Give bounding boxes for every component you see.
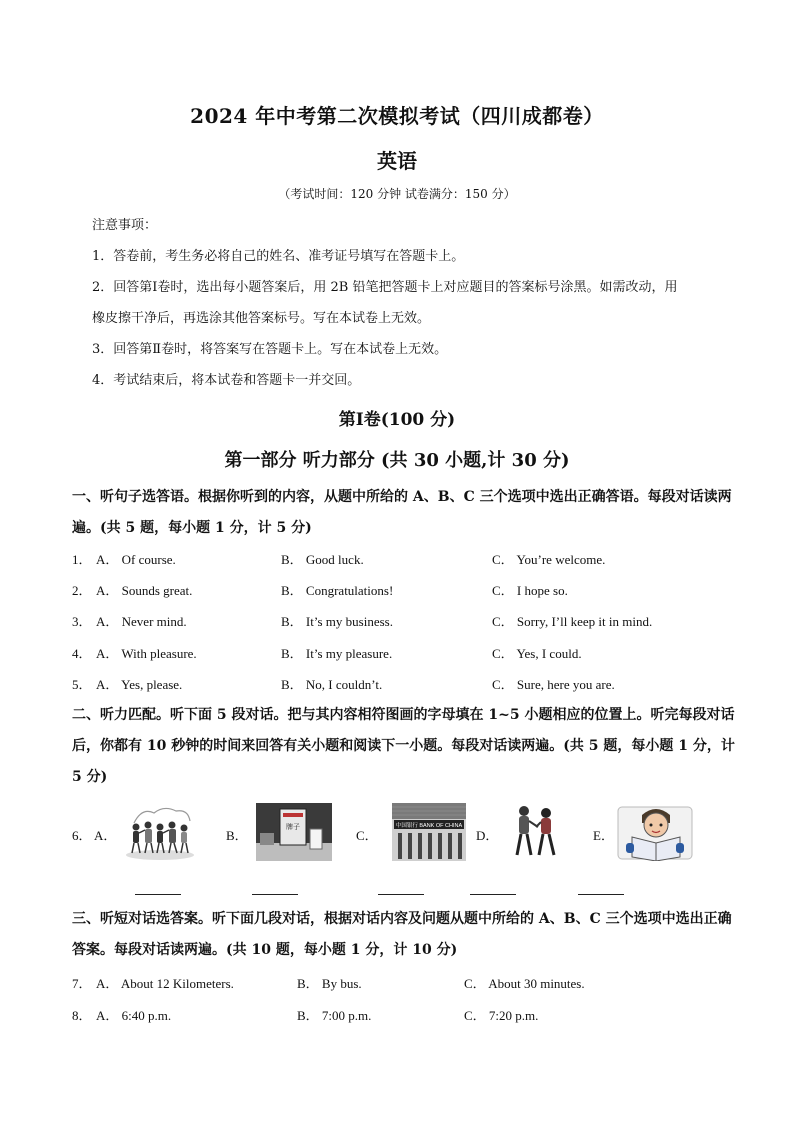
option-a: A． Sounds great. bbox=[96, 583, 193, 598]
answer-blank[interactable] bbox=[135, 893, 181, 895]
exam-title: 2024 年中考第二次模拟考试（四川成都卷） bbox=[190, 104, 604, 128]
section3-instructions: 三、听短对话选答案。听下面几段对话，根据对话内容及问题从题中所给的 A、B、C 三个选项中选出正确答案。每段对话读两遍。(共 10 题，每小题 1 分，计 10 分) bbox=[72, 911, 732, 958]
note-item: 3．回答第Ⅱ卷时，将答案写在答题卡上。写在本试卷上无效。 bbox=[92, 342, 448, 357]
option-c: C． Yes, I could. bbox=[492, 646, 582, 661]
section2-instructions: 二、听力匹配。听下面 5 段对话。把与其内容相符图画的字母填在 1~5 小题相应的位置上。听完每段对话后，你都有 10 秒钟的时间来回答有关小题和阅读下一小题。每段对话读两遍。(共 5 题，每小题 1 分，计 5 分) bbox=[72, 707, 735, 785]
option-c: C． 7:20 p.m. bbox=[464, 1008, 539, 1023]
option-c: C． I hope so. bbox=[492, 583, 568, 598]
question-number: 3． bbox=[72, 614, 92, 629]
book-cover-text: 牌子 bbox=[286, 824, 300, 831]
option-b: B． It’s my pleasure. bbox=[281, 646, 393, 661]
answer-blank[interactable] bbox=[252, 893, 298, 895]
question-row bbox=[72, 611, 752, 633]
picture-a-people-dancing bbox=[124, 803, 196, 861]
note-item: 2．回答第Ⅰ卷时，选出每小题答案后，用 2B 铅笔把答题卡上对应题目的答案标号涂黑。如需改动，用 bbox=[92, 280, 678, 295]
note-item-continued: 橡皮擦干净后，再选涂其他答案标号。写在本试卷上无效。 bbox=[92, 311, 431, 326]
question-row bbox=[72, 643, 752, 665]
option-a: A． Of course. bbox=[96, 552, 176, 567]
volume-title: 第Ⅰ卷(100 分) bbox=[338, 410, 456, 430]
option-a: A． About 12 Kilometers. bbox=[96, 976, 234, 991]
picture-b-label: B． bbox=[226, 828, 248, 843]
option-b: B． By bus. bbox=[297, 976, 362, 991]
bank-sign-text: 中国银行 BANK OF CHINA bbox=[395, 823, 463, 829]
option-b: B． Congratulations! bbox=[281, 583, 394, 598]
option-c: C． About 30 minutes. bbox=[464, 976, 585, 991]
answer-blank[interactable] bbox=[378, 893, 424, 895]
option-b: B． It’s my business. bbox=[281, 614, 393, 629]
picture-d-two-people-walking bbox=[504, 803, 566, 861]
question-number: 8． bbox=[72, 1008, 92, 1023]
question-number: 4． bbox=[72, 646, 92, 661]
picture-b-book-and-milk bbox=[256, 803, 332, 861]
option-c: C． Sure, here you are. bbox=[492, 677, 615, 692]
option-a: A． Yes, please. bbox=[96, 677, 183, 692]
option-c: C． Sorry, I’ll keep it in mind. bbox=[492, 614, 653, 629]
note-item: 4．考试结束后，将本试卷和答题卡一并交回。 bbox=[92, 373, 361, 388]
question-number: 5． bbox=[72, 677, 92, 692]
question-row bbox=[72, 549, 752, 571]
note-item: 1．答卷前，考生务必将自己的姓名、准考证号填写在答题卡上。 bbox=[92, 249, 465, 264]
picture-c-bank-building bbox=[392, 803, 466, 861]
answer-blank[interactable] bbox=[470, 893, 516, 895]
option-a: A． Never mind. bbox=[96, 614, 187, 629]
question-row bbox=[72, 1005, 752, 1027]
question-number: 1． bbox=[72, 552, 92, 567]
question-row bbox=[72, 973, 752, 995]
picture-e-boy-reading bbox=[616, 803, 694, 861]
option-c: C． You’re welcome. bbox=[492, 552, 606, 567]
question-6-label: 6． A． bbox=[72, 828, 117, 843]
option-b: B． Good luck. bbox=[281, 552, 364, 567]
question-row bbox=[72, 580, 752, 602]
question-row bbox=[72, 674, 752, 696]
notes-section bbox=[92, 216, 732, 402]
picture-options bbox=[72, 803, 692, 863]
picture-d-label: D． bbox=[476, 828, 499, 843]
question-number: 7． bbox=[72, 976, 92, 991]
notes-heading: 注意事项： bbox=[92, 218, 158, 233]
answer-blank[interactable] bbox=[578, 893, 624, 895]
option-b: B． No, I couldn’t. bbox=[281, 677, 383, 692]
picture-c-label: C． bbox=[356, 828, 378, 843]
picture-e-label: E． bbox=[593, 828, 614, 843]
section1-instructions: 一、听句子选答语。根据你听到的内容，从题中所给的 A、B、C 三个选项中选出正确答语。每段对话读两遍。(共 5 题，每小题 1 分，计 5 分) bbox=[72, 489, 732, 536]
question-number: 2． bbox=[72, 583, 92, 598]
exam-info: （考试时间：120 分钟 试卷满分：150 分） bbox=[278, 187, 516, 201]
option-a: A． With pleasure. bbox=[96, 646, 197, 661]
part-title: 第一部分 听力部分 (共 30 小题,计 30 分) bbox=[224, 450, 570, 471]
option-b: B． 7:00 p.m. bbox=[297, 1008, 372, 1023]
option-a: A． 6:40 p.m. bbox=[96, 1008, 172, 1023]
subject-title: 英语 bbox=[377, 149, 417, 173]
